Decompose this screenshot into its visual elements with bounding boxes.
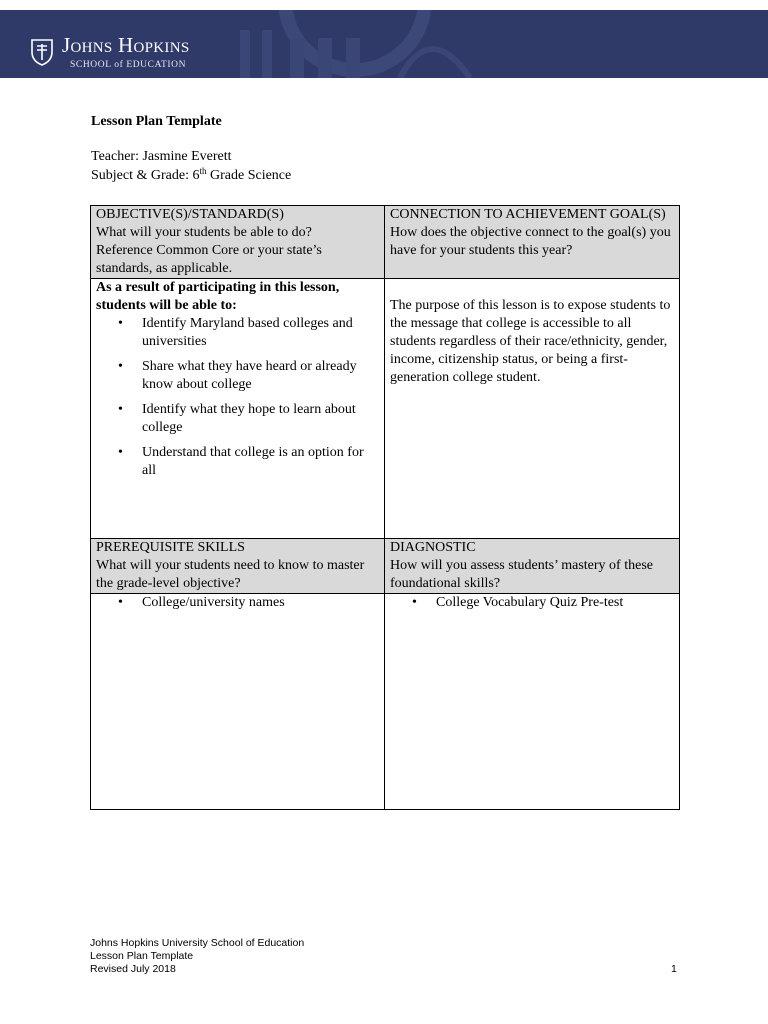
bullet-icon: • <box>118 359 123 374</box>
objective-header-cell <box>91 206 385 279</box>
list-item-text: Identify Maryland based colleges and universities <box>142 316 353 349</box>
header-banner <box>0 10 768 78</box>
list-item <box>96 444 380 480</box>
diagnostic-list <box>390 594 675 612</box>
bullet-icon: • <box>118 445 123 460</box>
list-item-text: College Vocabulary Quiz Pre-test <box>436 595 624 610</box>
page-footer <box>90 937 304 976</box>
objective-list <box>96 315 380 480</box>
list-item-text: Understand that college is an option for all <box>142 445 364 478</box>
bullet-icon: • <box>118 402 123 417</box>
list-item-text: Identify what they hope to learn about college <box>142 402 356 435</box>
diagnostic-question: How will you assess students’ mastery of these foundational skills? <box>390 558 653 591</box>
university-shield-icon <box>30 38 54 66</box>
prerequisite-list <box>96 594 380 612</box>
connection-question: How does the objective connect to the goal(s) you have for your students this year? <box>390 225 671 258</box>
list-item <box>96 315 380 351</box>
footer-line-1: Johns Hopkins University School of Education <box>90 937 305 949</box>
brand-subtitle: SCHOOL of EDUCATION <box>70 60 187 70</box>
objective-body-cell <box>91 279 385 539</box>
list-item <box>96 358 380 394</box>
subject-suffix: Grade Science <box>206 168 292 183</box>
bullet-icon: • <box>412 595 417 610</box>
subject-grade-line <box>91 168 291 184</box>
list-item <box>96 594 380 612</box>
list-item <box>96 401 380 437</box>
list-item <box>390 594 675 612</box>
objective-question: What will your students be able to do? <box>96 225 312 240</box>
document-title: Lesson Plan Template <box>91 114 222 129</box>
page-number: 1 <box>671 963 677 975</box>
list-item-text: College/university names <box>142 595 285 610</box>
diagnostic-body-cell <box>385 594 680 810</box>
footer-line-2: Lesson Plan Template <box>90 950 194 962</box>
teacher-line: Teacher: Jasmine Everett <box>91 149 232 164</box>
prerequisite-heading: PREREQUISITE SKILLS <box>96 540 245 555</box>
objective-heading: OBJECTIVE(S)/STANDARD(S) <box>96 207 284 222</box>
subject-superscript: th <box>199 166 207 176</box>
prerequisite-question: What will your students need to know to master the grade-level objective? <box>96 558 365 591</box>
bullet-icon: • <box>118 316 123 331</box>
lesson-plan-table <box>90 205 680 810</box>
list-item-text: Share what they have heard or already know about college <box>142 359 357 392</box>
prerequisite-header-cell <box>91 539 385 594</box>
connection-header-cell <box>385 206 680 279</box>
diagnostic-header-cell <box>385 539 680 594</box>
brand-name: Johns Hopkins <box>62 33 190 57</box>
objective-intro: As a result of participating in this lesson, students will be able to: <box>96 280 340 313</box>
connection-body-cell <box>385 279 680 539</box>
subject-prefix: Subject & Grade: 6 <box>91 168 200 183</box>
diagnostic-heading: DIAGNOSTIC <box>390 540 476 555</box>
connection-body: The purpose of this lesson is to expose students to the message that college is accessible to all students regardless of their race/ethnicity, gender, income, citizenship status, or being a first-generation college student. <box>390 298 671 385</box>
footer-line-3: Revised July 2018 <box>90 963 176 975</box>
objective-reference: Reference Common Core or your state’s standards, as applicable. <box>96 243 322 276</box>
prerequisite-body-cell <box>91 594 385 810</box>
connection-heading: CONNECTION TO ACHIEVEMENT GOAL(S) <box>390 207 666 222</box>
bullet-icon: • <box>118 595 123 610</box>
